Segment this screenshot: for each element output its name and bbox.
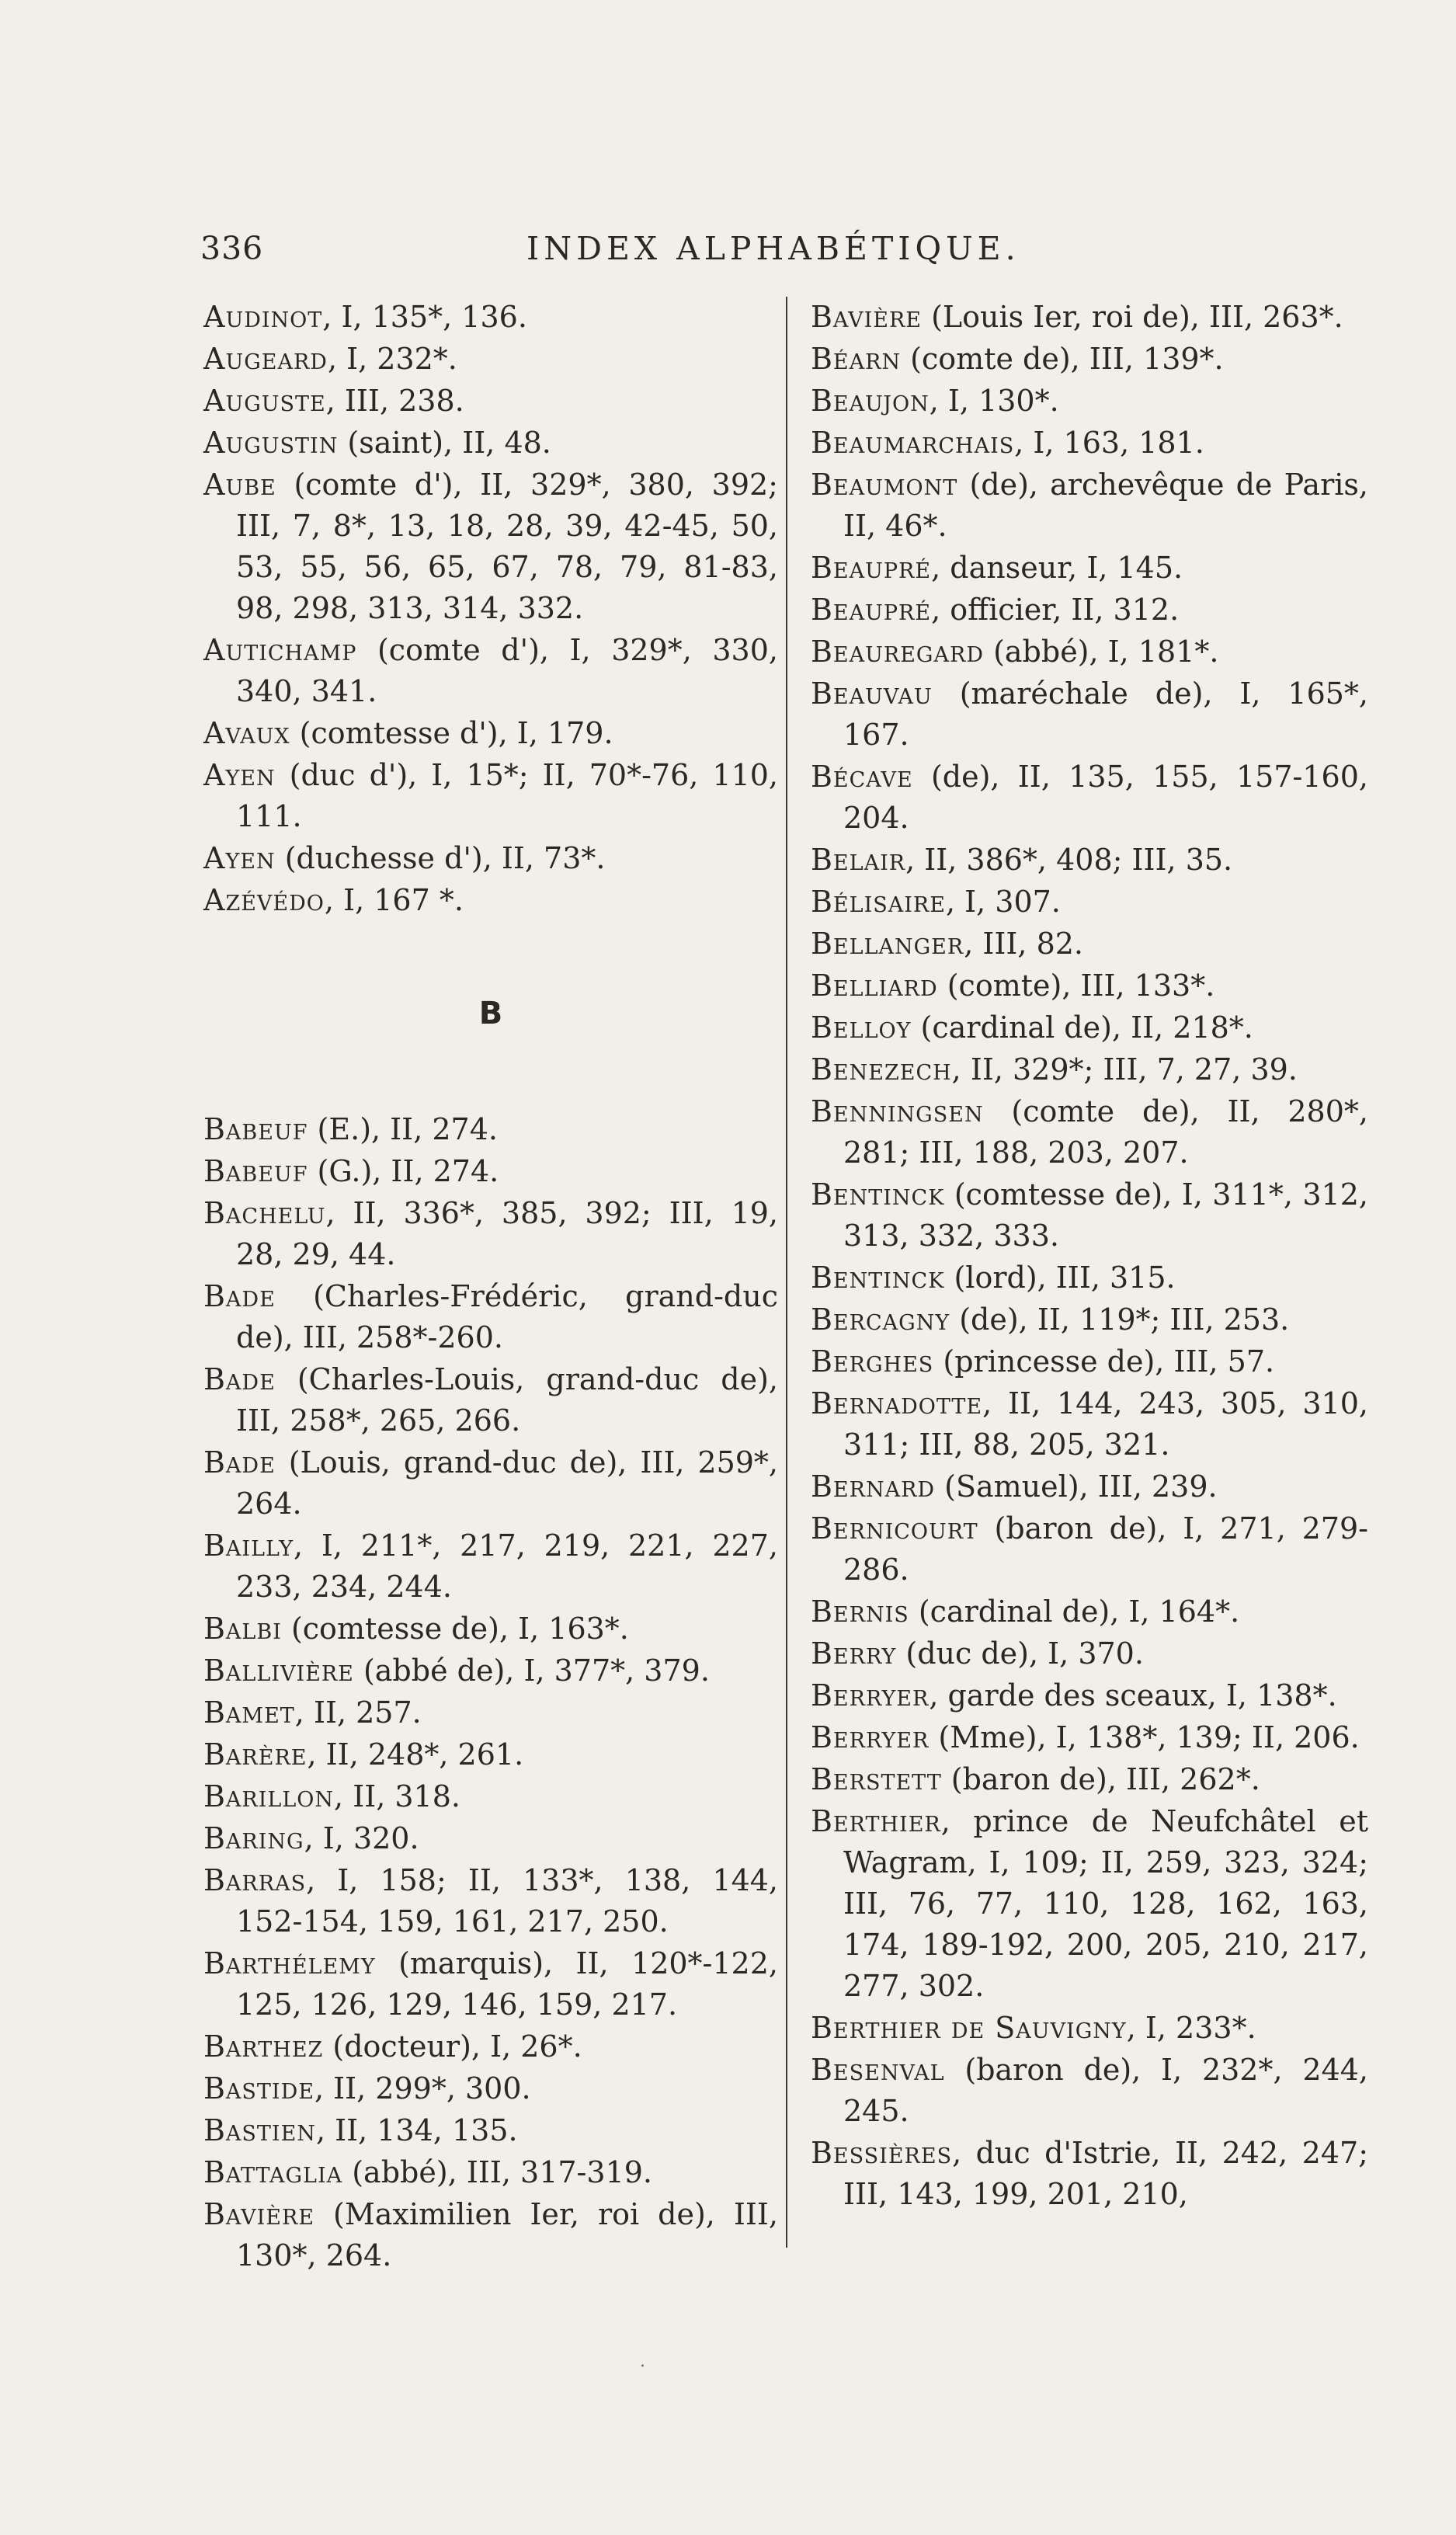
index-entry — [811, 965, 1368, 1007]
index-entry — [811, 1049, 1368, 1090]
index-entry — [203, 1151, 778, 1192]
entry-references: (abbé de), I, 377*, 379. — [353, 1653, 710, 1688]
entry-name: Beaupré — [811, 593, 932, 627]
entry-name: Azévédo — [203, 883, 325, 917]
page-title: INDEX ALPHABÉTIQUE. — [526, 230, 1020, 267]
entry-references: , danseur, I, 145. — [931, 551, 1183, 585]
entry-name: Berthier de Sauvigny — [811, 2011, 1127, 2045]
entry-name: Barillon — [203, 1779, 335, 1813]
index-entry — [811, 923, 1368, 965]
entry-references: , II, 134, 135. — [315, 2113, 518, 2147]
entry-name: Berthier — [811, 1804, 941, 1838]
entry-references: , I, 135*, 136. — [322, 300, 527, 334]
entry-references: (comte de), III, 139*. — [901, 342, 1224, 376]
entry-references: , I, 130*. — [929, 384, 1059, 418]
entry-references: (cardinal de), I, 164*. — [909, 1594, 1240, 1629]
entry-name: Belliard — [811, 968, 938, 1003]
index-entry — [811, 2008, 1368, 2049]
entry-references: (E.), II, 274. — [308, 1112, 498, 1146]
entry-name: Berryer — [811, 1678, 930, 1713]
index-entry — [203, 2152, 778, 2193]
index-entry — [203, 838, 778, 879]
entry-references: (duchesse d'), II, 73*. — [275, 841, 606, 875]
entry-references: (baron de), I, 232*, 244, 245. — [843, 2053, 1368, 2128]
index-entry — [203, 1109, 778, 1150]
entry-name: Beaumarchais — [811, 426, 1015, 460]
entry-references: (comte d'), II, 329*, 380, 392; III, 7, 8*, 13, 18, 28, 39, 42-45, 50, 53, 55, 56, 65, 67, 78, 79, 81-83, 98, 298, 313, 314, 332. — [236, 468, 778, 625]
entry-references: (cardinal de), II, 218*. — [911, 1010, 1253, 1045]
entry-references: (de), archevêque de Paris, II, 46*. — [843, 468, 1368, 543]
index-entry — [203, 297, 778, 338]
entry-name: Berry — [811, 1636, 897, 1671]
entry-references: (duc d'), I, 15*; II, 70*-76, 110, 111. — [236, 758, 778, 833]
entry-name: Augeard — [203, 342, 328, 376]
entry-name: Béarn — [811, 342, 902, 376]
index-entry — [811, 589, 1368, 631]
entry-references: (maréchale de), I, 165*, 167. — [843, 676, 1368, 752]
entry-name: Barthélemy — [203, 1946, 376, 1980]
entry-references: (comtesse d'), I, 179. — [290, 716, 613, 750]
index-entry — [811, 1466, 1368, 1507]
entry-references: (baron de), I, 271, 279-286. — [843, 1511, 1368, 1587]
index-entry — [811, 1801, 1368, 2007]
entry-name: Benningsen — [811, 1094, 984, 1128]
index-entry — [811, 1633, 1368, 1674]
index-entry — [203, 2110, 778, 2151]
entry-name: Besenval — [811, 2053, 945, 2087]
entry-name: Bécave — [811, 760, 913, 794]
entry-references: (lord), III, 315. — [944, 1261, 1176, 1295]
entry-references: (Mme), I, 138*, 139; II, 206. — [929, 1720, 1360, 1754]
index-entry — [811, 1174, 1368, 1257]
entry-name: Bellanger — [811, 927, 964, 961]
entry-name: Bentinck — [811, 1261, 945, 1295]
entry-name: Berstett — [811, 1762, 942, 1796]
index-entry — [203, 630, 778, 712]
page-number: 336 — [200, 230, 264, 267]
entry-references: (docteur), I, 26*. — [323, 2029, 582, 2064]
entry-name: Battaglia — [203, 2155, 343, 2189]
entry-name: Berryer — [811, 1720, 930, 1754]
entry-name: Benezech — [811, 1052, 952, 1087]
entry-references: (saint), II, 48. — [338, 426, 551, 460]
entry-references: (Maximilien Ier, roi de), III, 130*, 264. — [236, 2197, 778, 2272]
entry-name: Bercagny — [811, 1302, 950, 1337]
entry-name: Barère — [203, 1737, 308, 1772]
index-entry — [811, 1591, 1368, 1633]
index-entry — [203, 1608, 778, 1650]
index-entry — [203, 339, 778, 380]
index-entry — [811, 1717, 1368, 1758]
entry-references: , prince de Neufchâtel et Wagram, I, 109; II, 259, 323, 324; III, 76, 77, 110, 128, 162, 163, 174, 189-192, 200, 205, 210, 217, 277, 302. — [843, 1804, 1368, 2003]
entry-name: Baring — [203, 1821, 304, 1855]
index-entry — [203, 880, 778, 921]
entry-name: Bastien — [203, 2113, 316, 2147]
index-entry — [811, 840, 1368, 881]
entry-references: , I, 320. — [304, 1821, 419, 1855]
index-entry — [203, 2026, 778, 2067]
left-column — [203, 297, 778, 2277]
entry-references: (de), II, 135, 155, 157-160, 204. — [843, 760, 1368, 835]
index-entry — [203, 1276, 778, 1358]
entry-name: Bélisaire — [811, 885, 946, 919]
entry-references: (Louis, grand-duc de), III, 259*, 264. — [236, 1445, 778, 1521]
index-entry — [203, 422, 778, 464]
entry-name: Bamet — [203, 1695, 295, 1730]
entry-references: , II, 144, 243, 305, 310, 311; III, 88, 205, 321. — [843, 1386, 1368, 1462]
entry-references: , III, 82. — [964, 927, 1084, 961]
footer-mark: . — [640, 2352, 645, 2371]
entry-name: Bailly — [203, 1528, 294, 1563]
entry-references: , I, 232*. — [327, 342, 457, 376]
index-entry — [203, 1943, 778, 2026]
index-entry — [811, 381, 1368, 422]
entry-name: Babeuf — [203, 1154, 308, 1188]
entry-name: Avaux — [203, 716, 290, 750]
entry-references: , I, 233*. — [1126, 2011, 1256, 2045]
entry-name: Bade — [203, 1445, 276, 1480]
entry-references: (Charles-Louis, grand-duc de), III, 258*, 265, 266. — [236, 1362, 778, 1438]
index-entry — [811, 1508, 1368, 1591]
index-entry — [203, 1734, 778, 1775]
entry-references: , II, 386*, 408; III, 35. — [905, 843, 1233, 877]
entries-a-list — [203, 297, 778, 921]
index-entry — [811, 1675, 1368, 1716]
entry-name: Audinot — [203, 300, 323, 334]
entry-references: , officier, II, 312. — [931, 593, 1180, 627]
entry-name: Berghes — [811, 1344, 934, 1379]
entry-references: , I, 211*, 217, 219, 221, 227, 233, 234, 244. — [236, 1528, 778, 1604]
index-entry — [811, 756, 1368, 839]
index-entry — [203, 1650, 778, 1692]
entry-references: , I, 163, 181. — [1014, 426, 1204, 460]
index-entry — [811, 464, 1368, 547]
entry-references: (comte), III, 133*. — [937, 968, 1215, 1003]
index-entry — [811, 1007, 1368, 1048]
entry-references: , garde des sceaux, I, 138*. — [929, 1678, 1337, 1713]
entry-references: (abbé), III, 317-319. — [342, 2155, 653, 2189]
index-entry — [811, 1091, 1368, 1174]
entry-references: , duc d'Istrie, II, 242, 247; III, 143, 199, 201, 210, — [843, 2136, 1368, 2211]
entry-name: Barthez — [203, 2029, 324, 2064]
entry-name: Bernicourt — [811, 1511, 978, 1546]
index-entry — [203, 1193, 778, 1275]
column-divider — [786, 297, 787, 2248]
entry-references: (baron de), III, 262*. — [941, 1762, 1260, 1796]
index-entry — [203, 1860, 778, 1942]
entry-name: Bentinck — [811, 1177, 945, 1212]
index-entry — [203, 381, 778, 422]
index-entry — [203, 1359, 778, 1441]
entry-name: Bade — [203, 1279, 276, 1313]
entry-name: Beaupré — [811, 551, 932, 585]
entry-name: Auguste — [203, 384, 326, 418]
entry-name: Bavière — [811, 300, 922, 334]
index-entry — [811, 1759, 1368, 1800]
entry-name: Babeuf — [203, 1112, 308, 1146]
index-entry — [203, 1776, 778, 1817]
index-entry — [203, 1525, 778, 1608]
entries-b-list — [203, 1109, 778, 2276]
entry-name: Augustin — [203, 426, 339, 460]
entry-references: , I, 167 *. — [324, 883, 464, 917]
entry-references: (Louis Ier, roi de), III, 263*. — [922, 300, 1343, 334]
entry-name: Belloy — [811, 1010, 912, 1045]
entry-references: , II, 248*, 261. — [307, 1737, 524, 1772]
entry-references: (de), II, 119*; III, 253. — [950, 1302, 1290, 1337]
entry-name: Beauvau — [811, 676, 933, 711]
index-entry — [203, 1818, 778, 1859]
entry-references: (abbé), I, 181*. — [983, 635, 1219, 669]
entry-name: Bernard — [811, 1469, 936, 1504]
entry-name: Beauregard — [811, 635, 984, 669]
entry-name: Balbi — [203, 1612, 282, 1646]
right-column — [811, 297, 1368, 2216]
entries-right-list — [811, 297, 1368, 2215]
entry-references: , II, 299*, 300. — [314, 2071, 531, 2106]
entry-references: (comte de), II, 280*, 281; III, 188, 203, 207. — [843, 1094, 1368, 1170]
entry-name: Bachelu — [203, 1196, 326, 1230]
index-entry — [811, 673, 1368, 756]
index-entry — [203, 2194, 778, 2276]
entry-name: Bernis — [811, 1594, 909, 1629]
entry-references: , III, 238. — [325, 384, 464, 418]
entry-references: , II, 318. — [334, 1779, 460, 1813]
letter-heading: B — [478, 996, 503, 1031]
entry-references: , II, 257. — [294, 1695, 422, 1730]
entry-references: (Samuel), III, 239. — [935, 1469, 1218, 1504]
entry-references: (duc de), I, 370. — [896, 1636, 1144, 1671]
index-entry — [811, 1383, 1368, 1466]
entry-name: Ayen — [203, 841, 276, 875]
index-entry — [811, 548, 1368, 589]
entry-name: Bavière — [203, 2197, 314, 2231]
index-entry — [811, 882, 1368, 923]
entry-references: , II, 329*; III, 7, 27, 39. — [951, 1052, 1298, 1087]
entry-references: (comtesse de), I, 163*. — [281, 1612, 629, 1646]
index-entry — [203, 1442, 778, 1525]
entry-name: Bernadotte — [811, 1386, 983, 1421]
entry-name: Bessières — [811, 2136, 953, 2170]
index-entry — [811, 2133, 1368, 2215]
index-entry — [203, 464, 778, 629]
entry-name: Bade — [203, 1362, 276, 1396]
index-entry — [811, 1299, 1368, 1341]
index-entry — [811, 2050, 1368, 2132]
entry-references: (marquis), II, 120*-122, 125, 126, 129, 146, 159, 217. — [236, 1946, 778, 2022]
index-entry — [203, 1692, 778, 1733]
index-entry — [811, 339, 1368, 380]
entry-name: Beaujon — [811, 384, 930, 418]
entry-references: (G.), II, 274. — [308, 1154, 499, 1188]
index-entry — [811, 1341, 1368, 1382]
index-entry — [811, 1257, 1368, 1299]
entry-references: , I, 307. — [945, 885, 1061, 919]
entry-name: Barras — [203, 1863, 307, 1897]
entry-name: Belair — [811, 843, 906, 877]
entry-references: (comte d'), I, 329*, 330, 340, 341. — [236, 633, 778, 708]
index-entry — [811, 297, 1368, 338]
index-entry — [203, 755, 778, 837]
entry-references: (comtesse de), I, 311*, 312, 313, 332, 333. — [843, 1177, 1368, 1253]
entry-name: Ballivière — [203, 1653, 354, 1688]
entry-references: (Charles-Frédéric, grand-duc de), III, 258*-260. — [236, 1279, 778, 1354]
entry-references: , II, 336*, 385, 392; III, 19, 28, 29, 44. — [236, 1196, 778, 1271]
entry-name: Bastide — [203, 2071, 314, 2106]
entry-references: (princesse de), III, 57. — [933, 1344, 1275, 1379]
entry-name: Aube — [203, 468, 276, 502]
entry-name: Autichamp — [203, 633, 357, 667]
entry-name: Ayen — [203, 758, 276, 792]
entry-name: Beaumont — [811, 468, 958, 502]
index-entry — [811, 422, 1368, 464]
index-entry — [203, 713, 778, 754]
entry-references: , I, 158; II, 133*, 138, 144, 152-154, 159, 161, 217, 250. — [236, 1863, 778, 1939]
index-entry — [203, 2068, 778, 2109]
index-entry — [811, 631, 1368, 673]
